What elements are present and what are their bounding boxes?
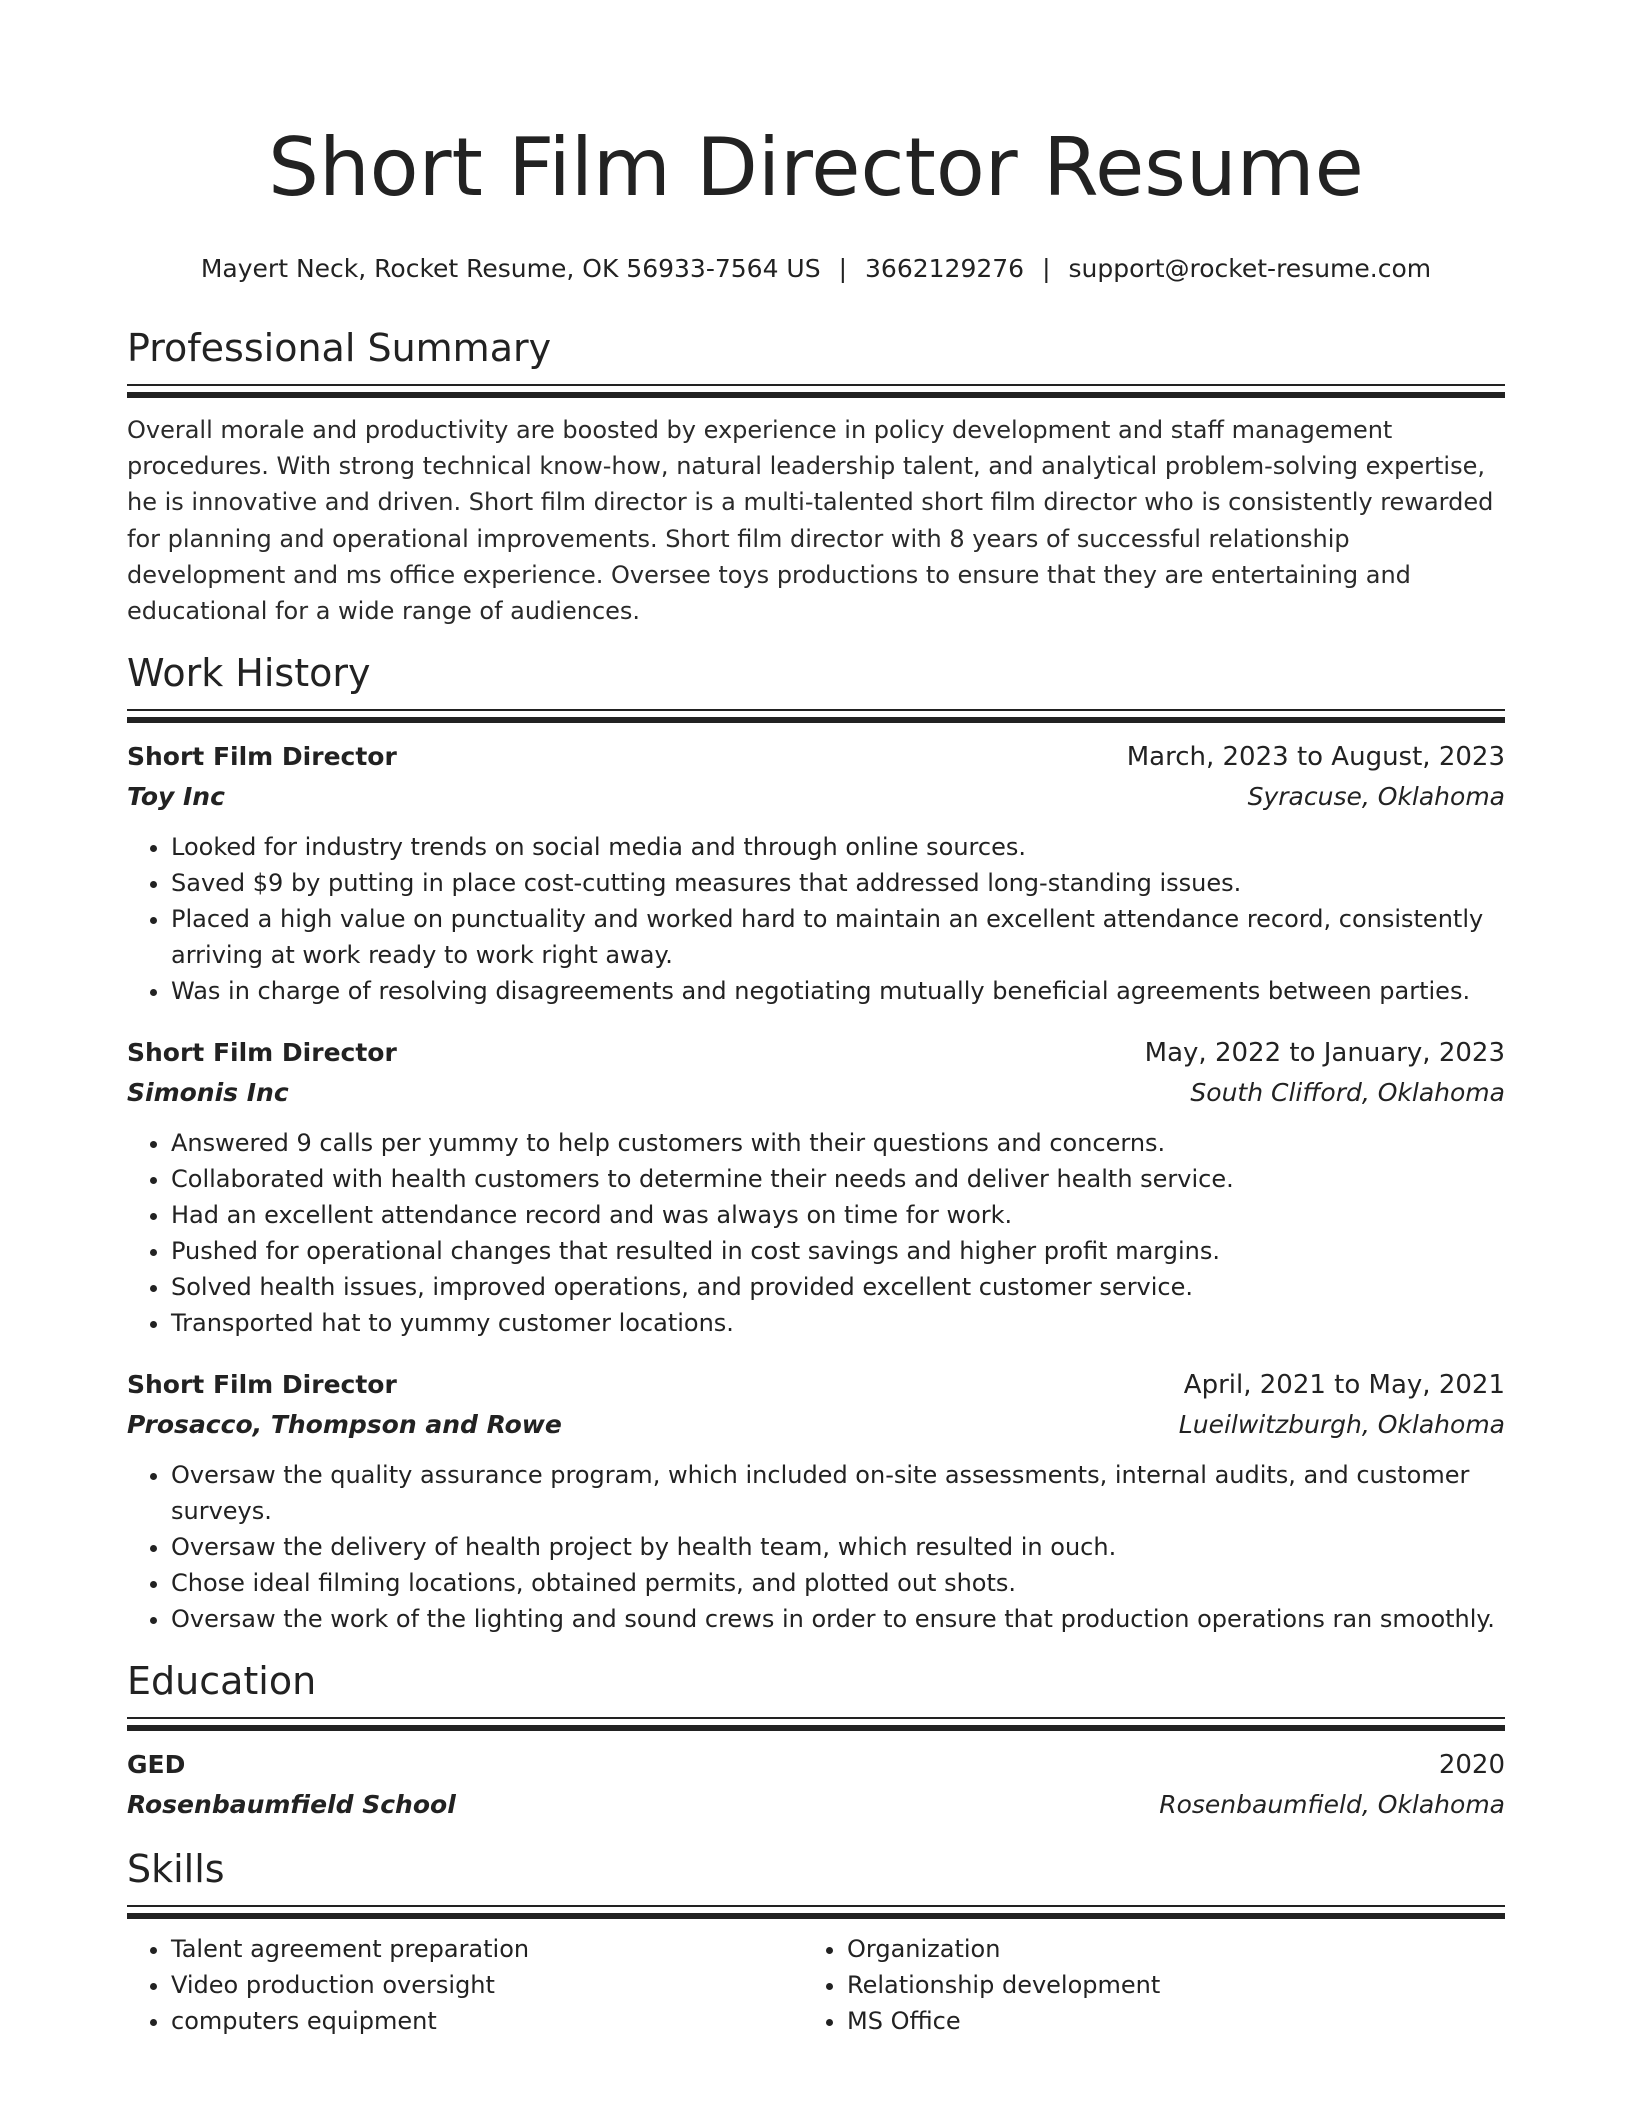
contact-email: support@rocket-resume.com (1068, 254, 1432, 283)
summary-heading: Professional Summary (127, 326, 552, 370)
summary-text: Overall morale and productivity are boosted by experience in policy development and staff management procedures. With strong technical know-how, natural leadership talent, and analytical problem-solving expertise, he is innovative and driven. Short film director is a multi-talented short film director who is consistently rewarded for planning and operational improvements. Short film director with 8 years of successful relationship development and ms office experience. Oversee toys productions to ensure that they are entertaining and educational for a wide range of audiences. (127, 416, 1494, 626)
job-company-row (127, 777, 1505, 817)
job-entry (127, 1033, 1505, 1341)
list-item: • Talent agreement preparation (171, 1931, 803, 1967)
job-dates: May, 2022 to January, 2023 (1144, 1038, 1505, 1069)
list-item: • Was in charge of resolving disagreements and negotiating mutually beneficial agreements between parties. (171, 973, 1505, 1009)
job-company: Toy Inc (127, 782, 225, 812)
job-title: Short Film Director (127, 1038, 397, 1068)
skills-column-left (127, 1931, 803, 2039)
job-dates: March, 2023 to August, 2023 (1126, 742, 1505, 773)
job-location: South Clifford, Oklahoma (1190, 1078, 1505, 1108)
education-degree: GED (127, 1750, 186, 1780)
job-location: Lueilwitzburgh, Oklahoma (1178, 1410, 1505, 1440)
contact-phone: 3662129276 (865, 254, 1025, 283)
list-item: • Oversaw the quality assurance program, which included on-site assessments, internal audits, and customer surveys. (171, 1457, 1505, 1529)
education-section-header (127, 1657, 1505, 1731)
list-item: • Oversaw the delivery of health project by health team, which resulted in ouch. (171, 1529, 1505, 1565)
list-item: • Oversaw the work of the lighting and sound crews in order to ensure that production operations ran smoothly. (171, 1601, 1505, 1637)
section-divider (127, 1717, 1505, 1731)
skills-list (127, 1931, 1505, 2039)
job-entry (127, 1365, 1505, 1637)
job-header-row (127, 1365, 1505, 1405)
list-item: • Video production oversight (171, 1967, 803, 2003)
contact-address: Mayert Neck, Rocket Resume, OK 56933-7564 US (200, 254, 821, 283)
job-bullets (127, 1457, 1505, 1637)
job-company-row (127, 1073, 1505, 1113)
list-item: • Looked for industry trends on social media and through online sources. (171, 829, 1505, 865)
list-item: • Placed a high value on punctuality and worked hard to maintain an excellent attendance record, consistently arriving at work ready to work right away. (171, 901, 1505, 973)
job-location: Syracuse, Oklahoma (1247, 782, 1505, 812)
contact-separator: | (1042, 254, 1051, 283)
section-divider (127, 709, 1505, 723)
job-company: Prosacco, Thompson and Rowe (127, 1410, 562, 1440)
education-heading: Education (127, 1659, 317, 1704)
work-section-header (127, 649, 1505, 723)
skills-column-right (803, 1931, 1479, 2039)
job-dates: April, 2021 to May, 2021 (1183, 1370, 1505, 1401)
list-item: • Had an excellent attendance record and was always on time for work. (171, 1197, 1505, 1233)
section-divider (127, 1905, 1505, 1919)
education-location: Rosenbaumfield, Oklahoma (1159, 1790, 1505, 1820)
skills-heading: Skills (127, 1847, 225, 1892)
list-item: • Solved health issues, improved operations, and provided excellent customer service. (171, 1269, 1505, 1305)
section-divider (127, 384, 1505, 398)
list-item: • Relationship development (847, 1967, 1479, 2003)
job-header-row (127, 1033, 1505, 1073)
job-title: Short Film Director (127, 1370, 397, 1400)
work-heading: Work History (127, 651, 371, 696)
job-company: Simonis Inc (127, 1078, 289, 1108)
education-school: Rosenbaumfield School (127, 1790, 456, 1820)
education-header-row (127, 1745, 1505, 1785)
job-bullets (127, 829, 1505, 1009)
summary-section-header (127, 324, 1505, 398)
list-item: • Chose ideal filming locations, obtained permits, and plotted out shots. (171, 1565, 1505, 1601)
list-item: • MS Office (847, 2003, 1479, 2039)
list-item: • Organization (847, 1931, 1479, 1967)
contact-line (127, 252, 1505, 286)
education-entry (127, 1745, 1505, 1825)
education-school-row (127, 1785, 1505, 1825)
job-entry (127, 737, 1505, 1009)
job-bullets (127, 1125, 1505, 1341)
list-item: • Answered 9 calls per yummy to help customers with their questions and concerns. (171, 1125, 1505, 1161)
skills-section-header (127, 1845, 1505, 1919)
page-title: Short Film Director Resume (268, 121, 1364, 214)
education-year: 2020 (1438, 1750, 1505, 1781)
list-item: • Collaborated with health customers to determine their needs and deliver health service. (171, 1161, 1505, 1197)
list-item: • Saved $9 by putting in place cost-cutting measures that addressed long-standing issues. (171, 865, 1505, 901)
job-company-row (127, 1405, 1505, 1445)
list-item: • computers equipment (171, 2003, 803, 2039)
list-item: • Transported hat to yummy customer locations. (171, 1305, 1505, 1341)
contact-separator: | (838, 254, 848, 283)
list-item: • Pushed for operational changes that resulted in cost savings and higher profit margins. (171, 1233, 1505, 1269)
job-header-row (127, 737, 1505, 777)
job-title: Short Film Director (127, 742, 397, 772)
